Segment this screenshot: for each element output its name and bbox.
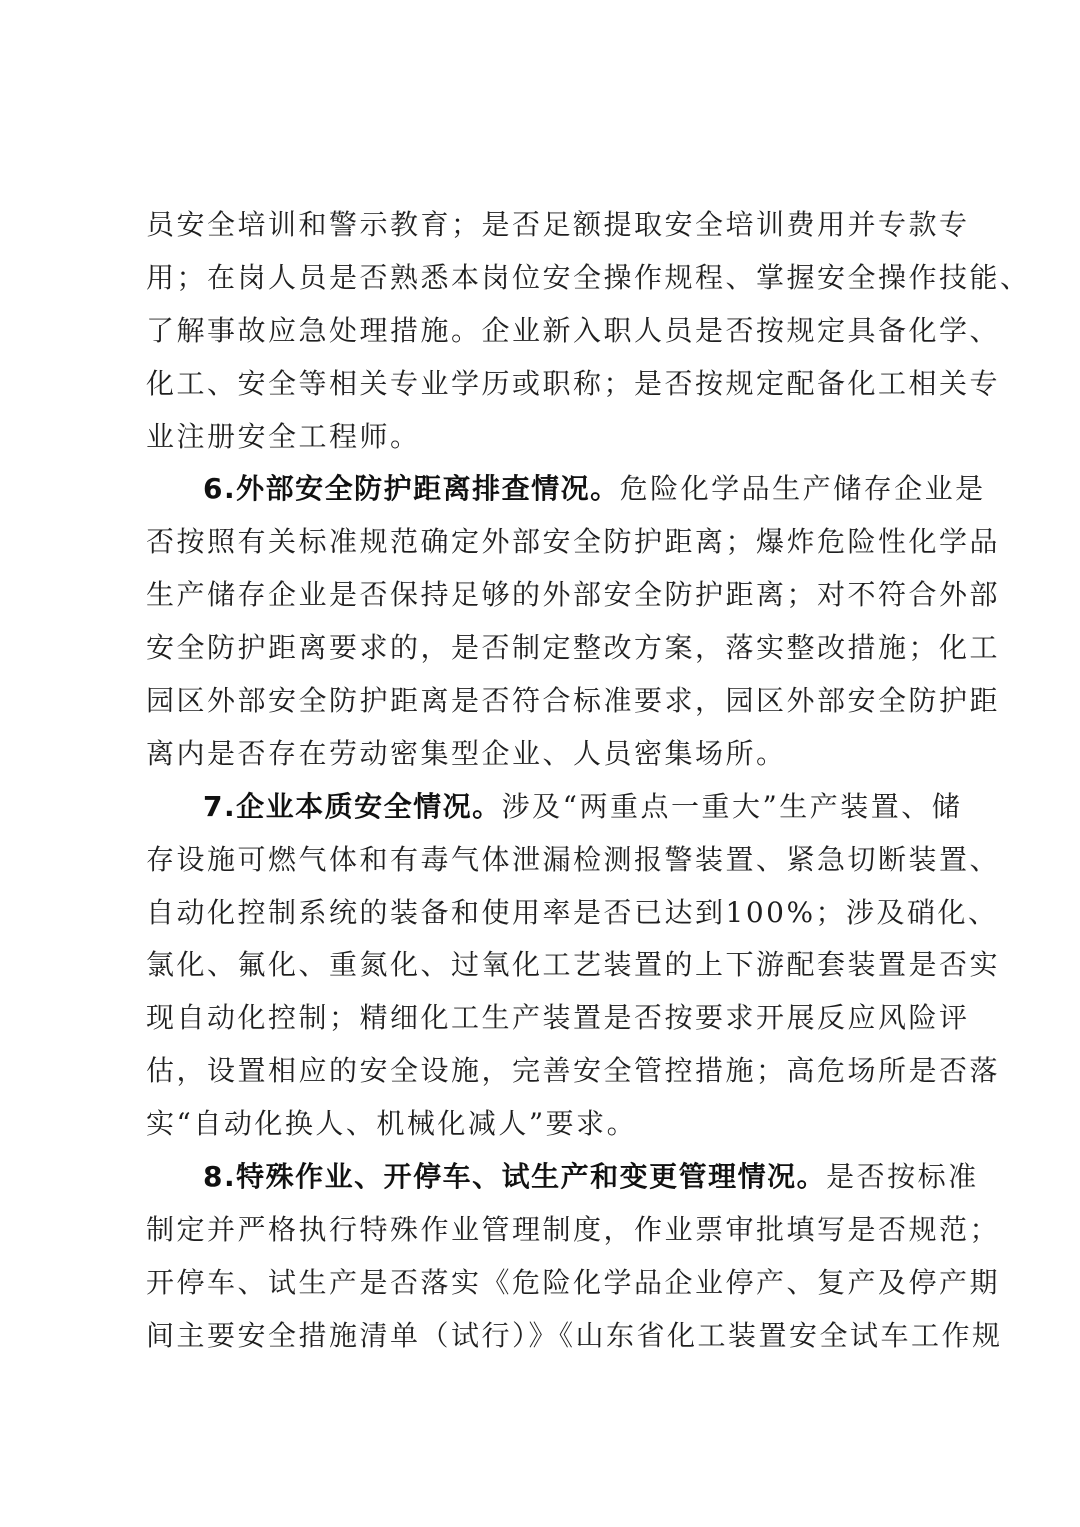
section-6-line-2: 否按照有关标准规范确定外部安全防护距离；爆炸危险性化学品 — [146, 525, 1001, 559]
section-8-first-line-text: 是否按标准 — [826, 1160, 979, 1194]
section-8-line-2: 制定并严格执行特殊作业管理制度，作业票审批填写是否规范； — [146, 1212, 1001, 1246]
section-6-line-3: 生产储存企业是否保持足够的外部安全防护距离；对不符合外部 — [146, 578, 1001, 612]
section-7-first-line-text: 涉及“两重点一重大”生产装置、储 — [501, 789, 963, 823]
section-6-first-line-text: 危险化学品生产储存企业是 — [619, 472, 986, 506]
section-8-first-line — [146, 1151, 979, 1204]
section-8-heading: 8.特殊作业、开停车、试生产和变更管理情况。 — [203, 1160, 827, 1194]
section-6-line-6: 离内是否存在劳动密集型企业、人员密集场所。 — [146, 736, 787, 770]
section-7-heading: 7.企业本质安全情况。 — [203, 789, 502, 823]
section-6-line-4: 安全防护距离要求的，是否制定整改方案，落实整改措施；化工 — [146, 631, 1001, 665]
intro-line-1: 员安全培训和警示教育；是否足额提取安全培训费用并专款专 — [146, 208, 970, 241]
section-6-first-line — [146, 463, 986, 516]
section-6-heading: 6.外部安全防护距离排查情况。 — [203, 472, 620, 506]
intro-line-3: 了解事故应急处理措施。企业新入职人员是否按规定具备化学、 — [146, 313, 1001, 347]
section-7-line-3: 自动化控制系统的装备和使用率是否已达到100%；涉及硝化、 — [146, 895, 999, 929]
section-7-line-5: 现自动化控制；精细化工生产装置是否按要求开展反应风险评 — [146, 1001, 970, 1035]
section-7-line-6: 估，设置相应的安全设施，完善安全管控措施；高危场所是否落 — [146, 1054, 1001, 1088]
section-8-line-4: 间主要安全措施清单（试行）》《山东省化工装置安全试车工作规 — [146, 1318, 1003, 1352]
section-7-line-2: 存设施可燃气体和有毒气体泄漏检测报警装置、紧急切断装置、 — [146, 842, 1001, 876]
intro-line-5: 业注册安全工程师。 — [146, 419, 421, 453]
section-7-line-7: 实“自动化换人、机械化减人”要求。 — [146, 1107, 638, 1141]
section-8-line-3: 开停车、试生产是否落实《危险化学品企业停产、复产及停产期 — [146, 1265, 1001, 1299]
intro-line-2: 用；在岗人员是否熟悉本岗位安全操作规程、掌握安全操作技能、 — [146, 260, 1031, 294]
section-7-first-line — [146, 781, 963, 834]
section-7-line-4: 氯化、氟化、重氮化、过氧化工艺装置的上下游配套装置是否实 — [146, 948, 1001, 982]
section-6-line-5: 园区外部安全防护距离是否符合标准要求，园区外部安全防护距 — [146, 684, 1001, 718]
document-body — [146, 199, 1031, 1363]
intro-line-4: 化工、安全等相关专业学历或职称；是否按规定配备化工相关专 — [146, 366, 1001, 400]
